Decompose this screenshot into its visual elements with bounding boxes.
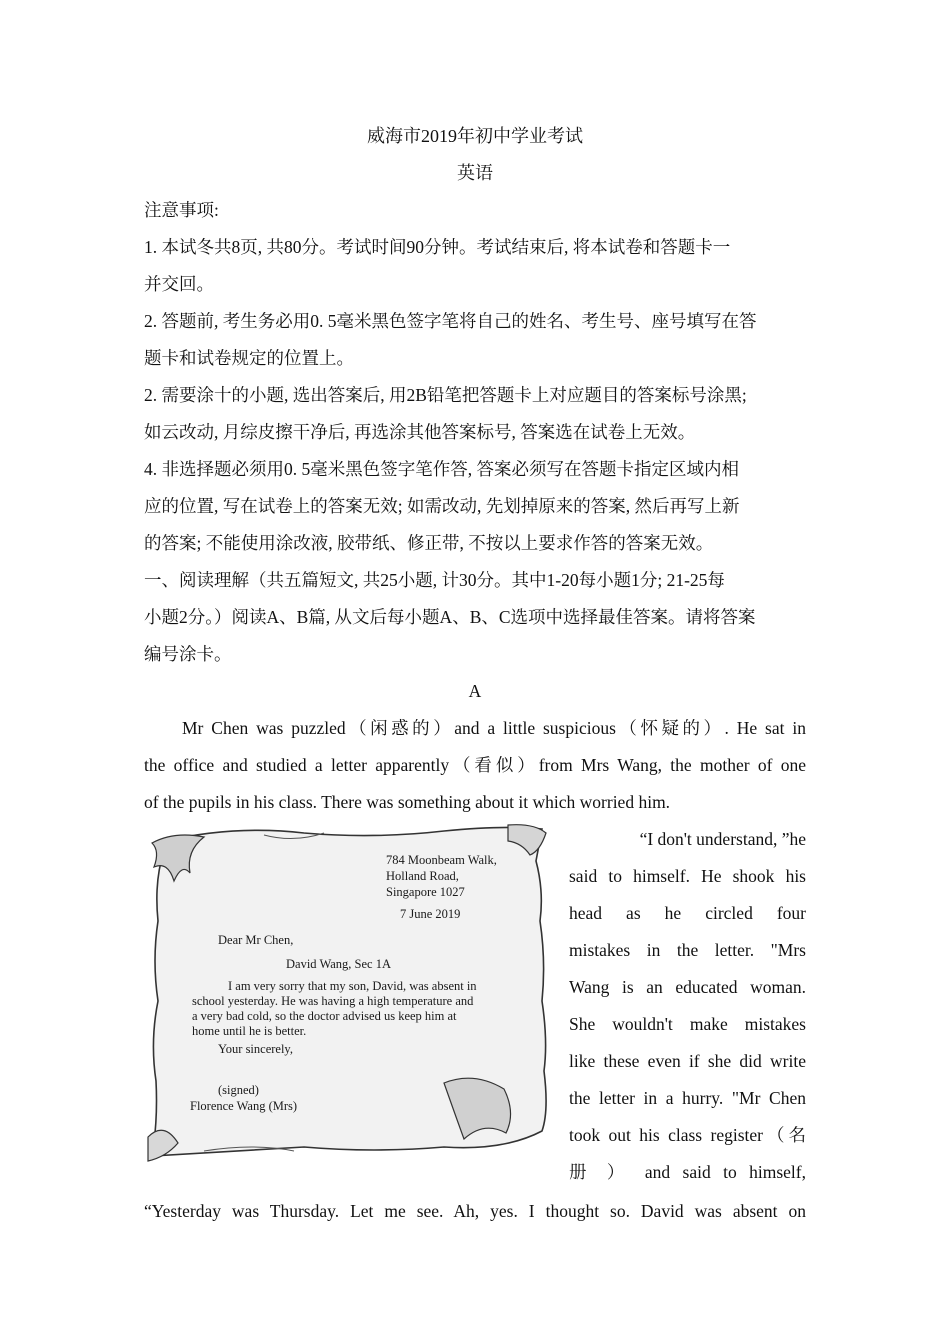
passage-line: the office and studied a letter apparently（看似）from Mrs Wang, the mother of one — [144, 755, 806, 775]
notes-heading: 注意事项: — [144, 200, 219, 220]
exam-subject: 英语 — [457, 163, 493, 183]
section-line: 一、阅读理解（共五篇短文, 共25小题, 计30分。其中1-20每小题1分; 21-25每 — [144, 570, 725, 590]
letter-subject: David Wang, Sec 1A — [286, 957, 391, 971]
passage-line: head as he circled four — [569, 903, 806, 923]
notes-line: 2. 需要涂十的小题, 选出答案后, 用2B铅笔把答题卡上对应题目的答案标号涂黑; — [144, 385, 747, 405]
passage-line: “Yesterday was Thursday. Let me see. Ah, yes. I thought so. David was absent on — [144, 1201, 806, 1221]
letter-body-line: school yesterday. He was having a high temperature and — [192, 994, 474, 1008]
letter-address-line: Holland Road, — [386, 869, 459, 883]
letter-image — [144, 821, 550, 1166]
notes-line: 的答案; 不能使用涂改液, 胶带纸、修正带, 不按以上要求作答的答案无效。 — [144, 533, 714, 553]
letter-figure-row — [144, 821, 806, 1193]
passage-line: “I don't understand, ”he — [639, 829, 806, 849]
exam-title: 威海市2019年初中学业考试 — [367, 126, 583, 146]
letter-body-line: I am very sorry that my son, David, was absent in — [228, 979, 477, 993]
passage-line: 册 ） and said to himself, — [569, 1162, 806, 1182]
passage-line: of the pupils in his class. There was something about it which worried him. — [144, 792, 671, 812]
passage-line: Wang is an educated woman. — [569, 977, 806, 997]
notes-line: 如云改动, 月综皮擦干净后, 再选涂其他答案标号, 答案选在试卷上无效。 — [144, 422, 696, 442]
passage-line: She wouldn't make mistakes — [569, 1014, 806, 1034]
notes-line: 4. 非选择题必须用0. 5毫米黑色签字笔作答, 答案必须写在答题卡指定区域内相 — [144, 459, 739, 479]
passage-line: took out his class register（名 — [569, 1125, 806, 1145]
passage-line: like these even if she did write — [569, 1051, 806, 1071]
passage-label: A — [468, 681, 482, 701]
letter-address-line: Singapore 1027 — [386, 885, 465, 899]
passage-line: Mr Chen was puzzled（闲惑的）and a little suspicious（怀疑的）. He sat in — [182, 718, 806, 738]
section-line: 编号涂卡。 — [144, 644, 232, 664]
letter-body-line: home until he is better. — [192, 1024, 307, 1038]
letter-signature: Florence Wang (Mrs) — [190, 1099, 298, 1113]
letter-signed: (signed) — [218, 1083, 259, 1097]
letter-body-line: a very bad cold, so the doctor advised us keep him at — [192, 1009, 457, 1023]
exam-page — [144, 118, 806, 1230]
notes-line: 并交回。 — [144, 274, 214, 294]
passage-line: said to himself. He shook his — [569, 866, 806, 886]
passage-line: the letter in a hurry. "Mr Chen — [569, 1088, 806, 1108]
notes-line: 1. 本试冬共8页, 共80分。考试时间90分钟。考试结束后, 将本试卷和答题卡一 — [144, 237, 731, 257]
notes-line: 应的位置, 写在试卷上的答案无效; 如需改动, 先划掉原来的答案, 然后再写上新 — [144, 496, 740, 516]
notes-line: 2. 答题前, 考生务必用0. 5毫米黑色签字笔将自己的姓名、考生号、座号填写在答 — [144, 311, 757, 331]
letter-date: 7 June 2019 — [400, 907, 461, 921]
passage-line: mistakes in the letter. "Mrs — [569, 940, 806, 960]
passage-side-text — [569, 821, 806, 1191]
letter-closing: Your sincerely, — [218, 1042, 293, 1056]
letter-address-line: 784 Moonbeam Walk, — [386, 853, 497, 867]
notes-line: 题卡和试卷规定的位置上。 — [144, 348, 354, 368]
letter-greeting: Dear Mr Chen, — [218, 933, 294, 947]
section-line: 小题2分。）阅读A、B篇, 从文后每小题A、B、C选项中选择最佳答案。请将答案 — [144, 607, 756, 627]
